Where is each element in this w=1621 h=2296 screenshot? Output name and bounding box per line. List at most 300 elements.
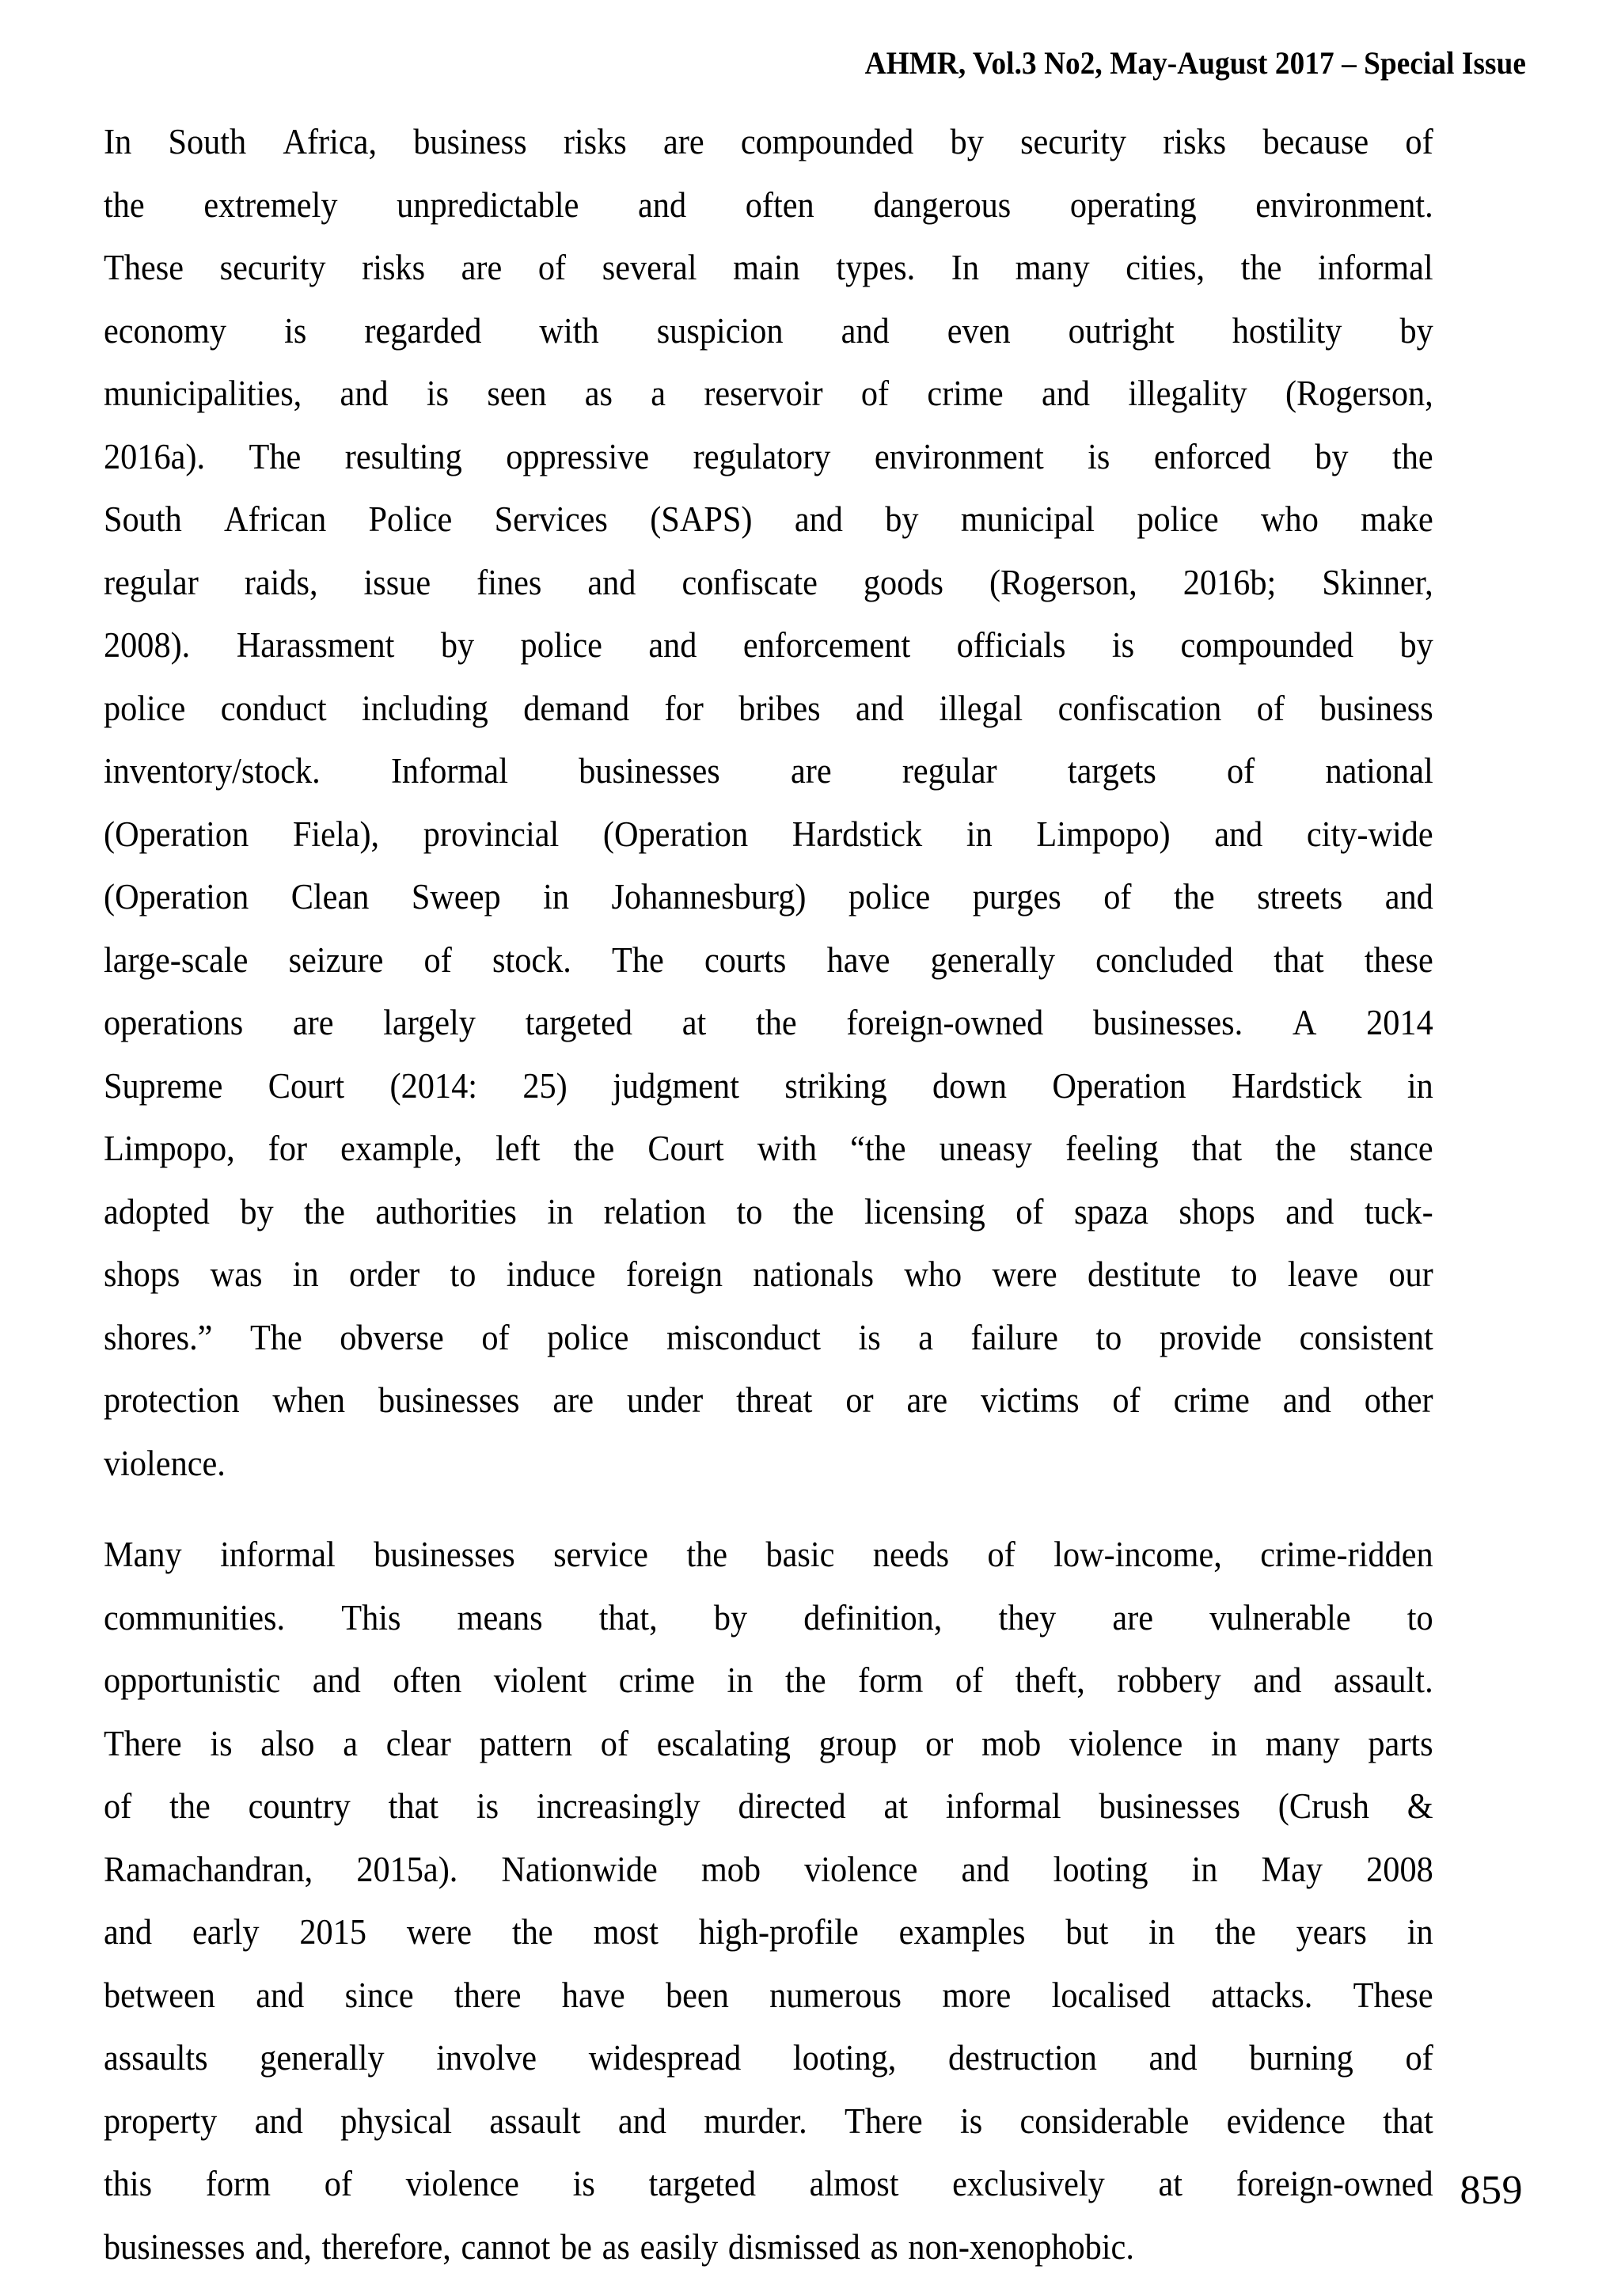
text-word: police (520, 625, 602, 665)
text-word: involve (436, 2038, 537, 2078)
text-word: extremely (203, 184, 338, 225)
text-word: 2014 (1366, 1003, 1433, 1042)
text-word: our (1388, 1254, 1433, 1294)
text-word: risks (563, 122, 627, 161)
text-word: authorities (375, 1191, 517, 1231)
text-line (104, 2090, 1433, 2154)
text-word: enforced (1153, 436, 1271, 476)
text-word: confiscation (1057, 688, 1222, 728)
text-word: and (587, 562, 636, 602)
text-line (104, 803, 1433, 867)
text-word: The (249, 1317, 302, 1357)
text-word: by (240, 1191, 274, 1231)
text-word: largely (383, 1003, 476, 1042)
text-word: and (104, 1912, 153, 1952)
text-word: destruction (947, 2038, 1097, 2078)
text-line (104, 1839, 1433, 1902)
text-word: vulnerable (1209, 1597, 1351, 1638)
text-word: directed (738, 1786, 846, 1826)
text-word: police (1137, 499, 1219, 539)
text-line (104, 1587, 1433, 1650)
text-word: under (626, 1380, 704, 1420)
text-line (104, 362, 1433, 426)
text-word: economy (104, 310, 227, 351)
text-word: (Rogerson, (1285, 374, 1433, 413)
text-word: municipal (960, 499, 1095, 539)
text-word: purges (972, 877, 1061, 917)
text-word: order (348, 1254, 420, 1294)
text-word: striking (784, 1065, 887, 1106)
text-line (104, 1307, 1433, 1370)
text-word: the (792, 1191, 834, 1231)
text-word: (Operation (104, 814, 249, 854)
text-word: are (790, 751, 832, 791)
text-word: Skinner, (1322, 562, 1433, 602)
text-word: who (1261, 499, 1319, 539)
text-word: was (210, 1254, 263, 1294)
text-line (104, 174, 1433, 237)
text-word: of (860, 374, 890, 413)
text-word: the (1173, 877, 1215, 917)
text-word: goods (863, 562, 943, 602)
text-word: of (423, 939, 452, 980)
text-word: are (461, 248, 503, 287)
text-word: is (210, 1723, 233, 1763)
text-word: Court (268, 1065, 345, 1106)
text-word: environment (874, 436, 1044, 476)
text-word: even (947, 310, 1011, 351)
text-line (104, 677, 1433, 741)
text-word: crime (927, 374, 1004, 413)
text-word: 2015a). (356, 1849, 458, 1889)
text-word: of (1015, 1191, 1044, 1231)
text-word: theft, (1015, 1660, 1085, 1700)
text-word: and (1282, 1380, 1331, 1420)
text-word: been (665, 1975, 729, 2015)
text-word: in (1407, 1065, 1433, 1106)
text-word: many (1265, 1723, 1340, 1763)
text-word: there (454, 1975, 522, 2015)
text-word: foreign-owned (846, 1003, 1044, 1042)
text-word: looting (1053, 1849, 1148, 1889)
text-word: and (855, 688, 905, 728)
text-word: the (755, 1003, 797, 1042)
text-word: violence (405, 2164, 519, 2203)
text-word: are (292, 1003, 334, 1042)
text-word: South (168, 122, 247, 161)
text-word: the (1275, 1129, 1316, 1168)
text-word: stock. (492, 939, 571, 980)
text-line (104, 300, 1433, 363)
text-word: have (826, 939, 890, 980)
text-word: Many (104, 1535, 182, 1574)
text-word: is (1111, 625, 1135, 665)
text-word: business (1319, 688, 1433, 728)
text-word: is (959, 2101, 983, 2141)
text-word: that, (598, 1597, 658, 1638)
text-word: that (1191, 1129, 1243, 1168)
text-word: generally (260, 2038, 385, 2078)
text-word: by (950, 122, 984, 161)
text-word: most (593, 1912, 659, 1952)
text-word: misconduct (666, 1317, 821, 1357)
text-word: Hardstick (792, 814, 923, 854)
text-word: and (1148, 2038, 1198, 2078)
text-word: high-profile (698, 1912, 859, 1952)
text-word: Services (494, 499, 608, 539)
text-word: non-xenophobic. (908, 2226, 1134, 2267)
text-word: (Crush (1277, 1786, 1369, 1826)
text-word: as (584, 374, 613, 413)
text-word: national (1325, 751, 1433, 791)
text-word: or (845, 1380, 874, 1420)
text-word: Informal (390, 751, 508, 791)
text-word: example, (340, 1129, 463, 1168)
paragraph-2 (104, 1524, 1518, 2279)
text-word: (2014: (389, 1065, 477, 1106)
text-line (104, 1649, 1433, 1713)
text-word: seizure (288, 939, 384, 980)
text-word: Clean (290, 877, 370, 917)
text-word: assaults (104, 2038, 208, 2078)
text-word: unpredictable (397, 184, 579, 225)
text-word: in (727, 1660, 754, 1700)
text-word: also (260, 1723, 315, 1763)
text-word: regular (902, 751, 997, 791)
text-word: Limpopo, (104, 1129, 235, 1168)
text-word: cities, (1126, 248, 1205, 287)
text-word: nationals (753, 1254, 875, 1294)
text-word: and (254, 2101, 303, 2141)
text-word: many (1015, 248, 1090, 287)
text-word: of (1405, 2038, 1433, 2078)
text-word: robbery (1117, 1660, 1221, 1700)
text-word: Harassment (236, 625, 395, 665)
text-word: feeling (1065, 1129, 1159, 1168)
text-word: foreign-owned (1236, 2164, 1433, 2203)
text-word: illegality (1128, 374, 1247, 413)
text-word: licensing (864, 1191, 985, 1231)
text-word: means (457, 1597, 543, 1638)
text-word: to (1095, 1317, 1122, 1357)
text-line (104, 1713, 1433, 1776)
text-word: parts (1368, 1723, 1433, 1763)
text-word: numerous (769, 1975, 902, 2015)
text-word: Limpopo) (1036, 814, 1171, 854)
text-word: There (104, 1723, 182, 1763)
text-word: dangerous (873, 184, 1012, 225)
text-word: mob (700, 1849, 761, 1889)
text-line (104, 1369, 1433, 1433)
text-word: violent (493, 1660, 587, 1700)
text-word: shops (104, 1254, 180, 1294)
text-word: seen (487, 374, 547, 413)
text-word: to (1231, 1254, 1258, 1294)
text-word: 2008). (104, 625, 191, 665)
text-word: & (1407, 1786, 1433, 1826)
text-word: The (249, 436, 302, 476)
text-line (104, 992, 1433, 1055)
text-word: in (1191, 1849, 1218, 1889)
text-word: are (662, 122, 704, 161)
text-word: (Rogerson, (989, 562, 1137, 602)
text-word: basic (765, 1535, 835, 1574)
text-word: when (272, 1380, 346, 1420)
text-word: main (733, 248, 800, 287)
text-word: South (104, 499, 182, 539)
text-word: streets (1257, 877, 1343, 917)
text-word: as (602, 2226, 630, 2267)
text-word: for (664, 688, 704, 728)
text-word: businesses. (1093, 1003, 1243, 1042)
text-word: “the (850, 1129, 906, 1168)
text-word: provide (1159, 1317, 1262, 1357)
text-word: stance (1349, 1129, 1433, 1168)
text-word: informal (220, 1535, 336, 1574)
text-word: shops (1179, 1191, 1255, 1231)
running-header: AHMR, Vol.3 No2, May-August 2017 – Special Issue (864, 45, 1526, 81)
text-word: violence (1069, 1723, 1183, 1763)
text-word: country (248, 1786, 351, 1826)
text-word: of (600, 1723, 629, 1763)
text-word: targeted (648, 2164, 756, 2203)
text-word: escalating (656, 1723, 791, 1763)
text-word: violence (804, 1849, 918, 1889)
text-word: and (841, 310, 890, 351)
text-line (104, 1901, 1433, 1964)
text-word: more (942, 1975, 1012, 2015)
text-word: oppressive (506, 436, 650, 476)
text-word: are (906, 1380, 948, 1420)
text-word: to (450, 1254, 476, 1294)
text-word: and (312, 1660, 361, 1700)
text-word: businesses (378, 1380, 520, 1420)
text-word: and (794, 499, 843, 539)
text-word: police (848, 877, 931, 917)
text-word: bribes (738, 688, 821, 728)
text-line (104, 2216, 1433, 2279)
text-word: enforcement (742, 625, 911, 665)
text-word: in (1211, 1723, 1237, 1763)
text-line (104, 1243, 1433, 1307)
text-word: of (537, 248, 567, 287)
text-word: including (362, 688, 488, 728)
text-word: left (495, 1129, 541, 1168)
text-word: and (340, 374, 389, 413)
text-word: the (304, 1191, 345, 1231)
text-word: The (612, 939, 664, 980)
text-word: large-scale (104, 939, 249, 980)
text-word: by (713, 1597, 748, 1638)
text-word: threat (736, 1380, 813, 1420)
text-word: leave (1287, 1254, 1359, 1294)
text-word: consistent (1299, 1317, 1433, 1357)
text-word: they (998, 1597, 1057, 1638)
text-word: or (925, 1723, 954, 1763)
text-word: operations (104, 1003, 244, 1042)
text-word: fines (476, 562, 542, 602)
text-word: the (784, 1660, 826, 1700)
text-word: these (1364, 939, 1433, 980)
text-word: by (1399, 310, 1433, 351)
text-word: needs (872, 1535, 950, 1574)
text-word: exclusively (952, 2164, 1105, 2203)
text-word: municipalities, (104, 374, 302, 413)
text-word: assault. (1333, 1660, 1433, 1700)
text-word: A (1292, 1003, 1317, 1042)
text-word: attacks. (1211, 1975, 1313, 2015)
text-word: In (104, 122, 132, 161)
text-word: a (343, 1723, 358, 1763)
text-word: looting, (792, 2038, 897, 2078)
text-word: violence. (104, 1443, 226, 1483)
text-word: informal (1317, 248, 1433, 287)
text-word: to (736, 1191, 763, 1231)
text-word: shores.” (104, 1317, 213, 1357)
text-word: of (955, 1660, 984, 1700)
text-word: a (918, 1317, 933, 1357)
text-word: group (818, 1723, 898, 1763)
text-word: often (393, 1660, 462, 1700)
text-line (104, 1775, 1433, 1839)
text-word: judgment (613, 1065, 739, 1106)
text-word: Africa, (283, 122, 378, 161)
text-word: victims (980, 1380, 1080, 1420)
text-word: of (1227, 751, 1255, 791)
text-word: (Operation (602, 814, 749, 854)
text-word: operating (1069, 184, 1197, 225)
text-word: Fiela), (292, 814, 380, 854)
text-word: business (413, 122, 527, 161)
text-word: other (1364, 1380, 1433, 1420)
text-word: the (1215, 1912, 1256, 1952)
text-word: Sweep (411, 877, 501, 917)
text-word: relation (603, 1191, 706, 1231)
text-word: businesses (579, 751, 720, 791)
text-word: of (104, 1786, 132, 1826)
text-word: security (1020, 122, 1126, 161)
text-word: businesses (104, 2226, 245, 2267)
text-word: suspicion (656, 310, 784, 351)
text-line (104, 1181, 1433, 1244)
text-word: and (638, 184, 687, 225)
text-line (104, 2027, 1433, 2090)
text-word: definition, (803, 1597, 943, 1638)
text-word: have (561, 1975, 625, 2015)
text-word: raids, (244, 562, 318, 602)
text-word: In (951, 248, 980, 287)
text-word: the (686, 1535, 728, 1574)
text-word: concluded (1095, 939, 1234, 980)
text-word: 2008 (1366, 1849, 1433, 1889)
text-word: conduct (220, 688, 327, 728)
text-word: These (1353, 1975, 1433, 2015)
text-word: 2016b; (1183, 562, 1277, 602)
text-word: African (224, 499, 327, 539)
text-word: the (104, 184, 145, 225)
text-word: hostility (1232, 310, 1342, 351)
text-word: examples (898, 1912, 1026, 1952)
text-word: police (104, 688, 186, 728)
text-word: the (1240, 248, 1282, 287)
text-word: in (292, 1254, 319, 1294)
text-word: because (1262, 122, 1369, 161)
text-word: that (388, 1786, 439, 1826)
text-word: that (1383, 2101, 1433, 2141)
text-word: in (1407, 1912, 1433, 1952)
text-line (104, 1524, 1433, 1587)
text-word: a (651, 374, 666, 413)
text-word: the (1392, 436, 1433, 476)
text-word: is (284, 310, 307, 351)
text-word: of (1256, 688, 1285, 728)
text-word: were (406, 1912, 473, 1952)
text-line (104, 866, 1433, 929)
text-word: localised (1051, 1975, 1171, 2015)
text-word: and (1253, 1660, 1302, 1700)
text-word: is (1088, 436, 1110, 476)
text-line (104, 740, 1433, 803)
text-line (104, 488, 1433, 552)
text-word: to (1407, 1597, 1433, 1638)
text-word: by (1315, 436, 1349, 476)
text-word: with (757, 1129, 817, 1168)
text-word: since (344, 1975, 414, 2015)
text-word: the (511, 1912, 553, 1952)
text-word: for (268, 1129, 308, 1168)
text-word: in (966, 814, 993, 854)
text-word: spaza (1073, 1191, 1148, 1231)
text-word: burning (1249, 2038, 1353, 2078)
text-line (104, 111, 1433, 174)
text-word: security (219, 248, 326, 287)
text-word: but (1065, 1912, 1109, 1952)
text-line (104, 1055, 1433, 1118)
text-word: 2015 (299, 1912, 367, 1952)
text-word: tuck- (1364, 1191, 1433, 1231)
text-word: considerable (1019, 2101, 1190, 2141)
text-word: risks (1163, 122, 1227, 161)
text-word: and (617, 2101, 666, 2141)
text-word: regarded (364, 310, 482, 351)
text-word: and (961, 1849, 1010, 1889)
text-word: (SAPS) (650, 499, 753, 539)
text-word: property (104, 2101, 218, 2141)
text-word: (Operation (104, 877, 249, 917)
text-word: Nationwide (501, 1849, 658, 1889)
text-word: environment. (1255, 184, 1433, 225)
text-word: almost (809, 2164, 899, 2203)
text-word: is (426, 374, 450, 413)
text-word: and (256, 1975, 305, 2015)
text-word: the (169, 1786, 211, 1826)
text-word: Supreme (104, 1065, 223, 1106)
text-word: courts (704, 939, 787, 980)
text-word: is (476, 1786, 499, 1826)
text-word: Operation (1052, 1065, 1186, 1106)
text-word: protection (104, 1380, 240, 1420)
text-word: in (543, 877, 570, 917)
text-word: foreign (625, 1254, 723, 1294)
text-line (104, 237, 1433, 300)
text-word: and (1041, 374, 1091, 413)
text-word: between (104, 1975, 215, 2015)
text-word: Court (647, 1129, 724, 1168)
text-word: clear (385, 1723, 451, 1763)
text-word: destitute (1087, 1254, 1202, 1294)
text-word: provincial (423, 814, 560, 854)
text-word: who (904, 1254, 962, 1294)
